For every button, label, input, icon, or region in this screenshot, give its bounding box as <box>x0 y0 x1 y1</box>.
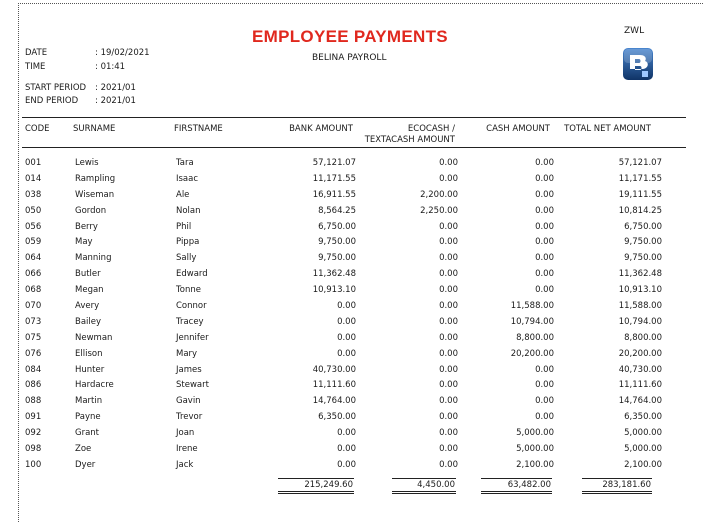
cell-surname: Zoe <box>75 443 92 454</box>
col-header-firstname: FIRSTNAME <box>174 124 223 134</box>
cell-code: 075 <box>25 332 42 343</box>
cell-total-net-amount: 8,800.00 <box>624 332 662 343</box>
cell-ecocash-amount: 2,250.00 <box>420 205 458 216</box>
cell-surname: Berry <box>75 221 98 232</box>
table-row <box>22 282 662 298</box>
cell-cash-amount: 10,794.00 <box>510 316 554 327</box>
col-header-code: CODE <box>25 124 50 134</box>
cell-cash-amount: 0.00 <box>535 221 554 232</box>
col-header-cash: CASH AMOUNT <box>486 124 550 134</box>
table-row <box>22 330 662 346</box>
cell-ecocash-amount: 0.00 <box>439 348 458 359</box>
cell-surname: Hardacre <box>75 380 114 391</box>
cell-bank-amount: 16,911.55 <box>312 189 356 200</box>
start-period-label: START PERIOD <box>25 83 87 93</box>
table-row <box>22 362 662 378</box>
cell-code: 050 <box>25 205 42 216</box>
cell-total-net-amount: 9,750.00 <box>624 253 662 264</box>
table-row <box>22 409 662 425</box>
cell-surname: Gordon <box>75 205 107 216</box>
cell-surname: Megan <box>75 285 104 296</box>
cell-code: 070 <box>25 300 42 311</box>
time-label: TIME <box>25 62 46 72</box>
table-row <box>22 203 662 219</box>
cell-code: 076 <box>25 348 42 359</box>
cell-ecocash-amount: 0.00 <box>439 459 458 470</box>
col-header-ecocash-line2: TEXTACASH AMOUNT <box>364 135 455 145</box>
cell-firstname: Tara <box>176 157 194 168</box>
cell-code: 056 <box>25 221 42 232</box>
meta-date <box>25 48 150 58</box>
cell-ecocash-amount: 0.00 <box>439 412 458 423</box>
cell-cash-amount: 20,200.00 <box>510 348 554 359</box>
cell-surname: Rampling <box>75 173 116 184</box>
report-subtitle: BELINA PAYROLL <box>312 53 387 63</box>
cell-ecocash-amount: 0.00 <box>439 332 458 343</box>
cell-surname: Ellison <box>75 348 103 359</box>
meta-start-period <box>25 83 136 93</box>
table-row <box>22 346 662 362</box>
cell-total-net-amount: 5,000.00 <box>624 428 662 439</box>
table-row <box>22 219 662 235</box>
payments-table <box>22 155 662 473</box>
meta-time <box>25 62 125 72</box>
header-rule-bottom <box>22 147 686 148</box>
col-header-surname: SURNAME <box>73 124 116 134</box>
cell-ecocash-amount: 0.00 <box>439 316 458 327</box>
cell-firstname: Joan <box>176 428 195 439</box>
cell-cash-amount: 8,800.00 <box>516 332 554 343</box>
cell-firstname: Isaac <box>176 173 199 184</box>
cell-firstname: Jennifer <box>176 332 209 343</box>
cell-bank-amount: 40,730.00 <box>312 364 356 375</box>
cell-cash-amount: 0.00 <box>535 253 554 264</box>
table-row <box>22 441 662 457</box>
cell-cash-amount: 0.00 <box>535 189 554 200</box>
cell-cash-amount: 0.00 <box>535 173 554 184</box>
cell-surname: Grant <box>75 428 100 439</box>
cell-surname: Dyer <box>75 459 96 470</box>
cell-code: 088 <box>25 396 42 407</box>
cell-total-net-amount: 11,362.48 <box>618 269 662 280</box>
cell-total-net-amount: 11,588.00 <box>618 300 662 311</box>
cell-code: 073 <box>25 316 42 327</box>
cell-ecocash-amount: 0.00 <box>439 269 458 280</box>
currency-label: ZWL <box>624 26 645 36</box>
cell-cash-amount: 5,000.00 <box>516 428 554 439</box>
cell-ecocash-amount: 0.00 <box>439 157 458 168</box>
cell-ecocash-amount: 0.00 <box>439 253 458 264</box>
total-ecocash: 4,450.00 <box>392 478 456 494</box>
cell-ecocash-amount: 0.00 <box>439 237 458 248</box>
cell-cash-amount: 0.00 <box>535 205 554 216</box>
cell-code: 064 <box>25 253 42 264</box>
cell-bank-amount: 11,171.55 <box>312 173 356 184</box>
cell-firstname: Tracey <box>176 316 204 327</box>
cell-ecocash-amount: 0.00 <box>439 221 458 232</box>
cell-firstname: Trevor <box>176 412 203 423</box>
cell-firstname: Mary <box>176 348 198 359</box>
cell-code: 084 <box>25 364 42 375</box>
date-label: DATE <box>25 48 48 58</box>
cell-total-net-amount: 9,750.00 <box>624 237 662 248</box>
cell-bank-amount: 0.00 <box>337 459 356 470</box>
cell-bank-amount: 6,750.00 <box>318 221 356 232</box>
cell-bank-amount: 6,350.00 <box>318 412 356 423</box>
cell-ecocash-amount: 0.00 <box>439 364 458 375</box>
cell-firstname: Pippa <box>176 237 200 248</box>
cell-cash-amount: 0.00 <box>535 157 554 168</box>
cell-surname: May <box>75 237 93 248</box>
cell-total-net-amount: 57,121.07 <box>618 157 662 168</box>
cell-firstname: Gavin <box>176 396 201 407</box>
cell-bank-amount: 10,913.10 <box>312 285 356 296</box>
cell-surname: Wiseman <box>75 189 115 200</box>
cell-code: 059 <box>25 237 42 248</box>
cell-firstname: Jack <box>176 459 194 470</box>
cell-surname: Newman <box>75 332 113 343</box>
cell-bank-amount: 8,564.25 <box>318 205 356 216</box>
end-period-value: : 2021/01 <box>95 96 136 106</box>
cell-total-net-amount: 6,350.00 <box>624 412 662 423</box>
cell-bank-amount: 0.00 <box>337 443 356 454</box>
report-title: EMPLOYEE PAYMENTS <box>252 27 448 46</box>
cell-ecocash-amount: 0.00 <box>439 428 458 439</box>
cell-surname: Lewis <box>75 157 99 168</box>
cell-bank-amount: 9,750.00 <box>318 237 356 248</box>
cell-code: 066 <box>25 269 42 280</box>
cell-surname: Hunter <box>75 364 105 375</box>
cell-bank-amount: 11,111.60 <box>312 380 356 391</box>
cell-surname: Payne <box>75 412 101 423</box>
cell-firstname: Ale <box>176 189 190 200</box>
table-row <box>22 425 662 441</box>
table-row <box>22 187 662 203</box>
cell-total-net-amount: 20,200.00 <box>618 348 662 359</box>
cell-total-net-amount: 11,171.55 <box>618 173 662 184</box>
table-row <box>22 266 662 282</box>
date-value: : 19/02/2021 <box>95 48 150 58</box>
cell-bank-amount: 9,750.00 <box>318 253 356 264</box>
cell-bank-amount: 0.00 <box>337 300 356 311</box>
cell-code: 001 <box>25 157 42 168</box>
cell-firstname: Irene <box>176 443 198 454</box>
cell-total-net-amount: 11,111.60 <box>618 380 662 391</box>
cell-firstname: Edward <box>176 269 208 280</box>
table-row <box>22 234 662 250</box>
cell-bank-amount: 14,764.00 <box>312 396 356 407</box>
cell-bank-amount: 57,121.07 <box>312 157 356 168</box>
cell-code: 092 <box>25 428 42 439</box>
cell-cash-amount: 2,100.00 <box>516 459 554 470</box>
cell-firstname: Tonne <box>176 285 201 296</box>
cell-cash-amount: 0.00 <box>535 412 554 423</box>
table-row <box>22 250 662 266</box>
cell-ecocash-amount: 0.00 <box>439 173 458 184</box>
cell-total-net-amount: 10,794.00 <box>618 316 662 327</box>
cell-ecocash-amount: 0.00 <box>439 396 458 407</box>
total-bank: 215,249.60 <box>278 478 354 494</box>
cell-ecocash-amount: 0.00 <box>439 285 458 296</box>
cell-cash-amount: 0.00 <box>535 269 554 280</box>
table-row <box>22 393 662 409</box>
cell-bank-amount: 0.00 <box>337 332 356 343</box>
cell-surname: Martin <box>75 396 103 407</box>
cell-firstname: Nolan <box>176 205 201 216</box>
cell-total-net-amount: 19,111.55 <box>618 189 662 200</box>
table-row <box>22 155 662 171</box>
table-row <box>22 171 662 187</box>
cell-code: 091 <box>25 412 42 423</box>
cell-cash-amount: 0.00 <box>535 285 554 296</box>
cell-cash-amount: 0.00 <box>535 237 554 248</box>
cell-cash-amount: 0.00 <box>535 396 554 407</box>
table-row <box>22 457 662 473</box>
cell-surname: Bailey <box>75 316 102 327</box>
cell-ecocash-amount: 0.00 <box>439 300 458 311</box>
cell-cash-amount: 11,588.00 <box>510 300 554 311</box>
cell-surname: Manning <box>75 253 112 264</box>
cell-cash-amount: 0.00 <box>535 380 554 391</box>
page-border-top <box>18 3 703 4</box>
col-header-ecocash <box>355 124 455 146</box>
cell-cash-amount: 5,000.00 <box>516 443 554 454</box>
cell-bank-amount: 11,362.48 <box>312 269 356 280</box>
cell-code: 014 <box>25 173 42 184</box>
cell-bank-amount: 0.00 <box>337 348 356 359</box>
cell-ecocash-amount: 0.00 <box>439 443 458 454</box>
cell-total-net-amount: 40,730.00 <box>618 364 662 375</box>
cell-total-net-amount: 5,000.00 <box>624 443 662 454</box>
cell-code: 100 <box>25 459 42 470</box>
cell-total-net-amount: 14,764.00 <box>618 396 662 407</box>
cell-code: 098 <box>25 443 42 454</box>
cell-ecocash-amount: 0.00 <box>439 380 458 391</box>
belina-logo-icon <box>622 47 654 81</box>
page-border-left <box>18 3 19 522</box>
cell-total-net-amount: 6,750.00 <box>624 221 662 232</box>
cell-firstname: James <box>176 364 202 375</box>
total-cash: 63,482.00 <box>481 478 552 494</box>
total-net: 283,181.60 <box>582 478 652 494</box>
cell-bank-amount: 0.00 <box>337 316 356 327</box>
col-header-total: TOTAL NET AMOUNT <box>564 124 651 134</box>
cell-surname: Avery <box>75 300 100 311</box>
col-header-ecocash-line1: ECOCASH / <box>407 124 455 134</box>
table-row <box>22 298 662 314</box>
cell-code: 038 <box>25 189 42 200</box>
cell-cash-amount: 0.00 <box>535 364 554 375</box>
table-row <box>22 314 662 330</box>
cell-total-net-amount: 2,100.00 <box>624 459 662 470</box>
cell-firstname: Connor <box>176 300 207 311</box>
cell-bank-amount: 0.00 <box>337 428 356 439</box>
cell-firstname: Sally <box>176 253 197 264</box>
end-period-label: END PERIOD <box>25 96 79 106</box>
cell-code: 086 <box>25 380 42 391</box>
cell-surname: Butler <box>75 269 101 280</box>
cell-total-net-amount: 10,913.10 <box>618 285 662 296</box>
cell-firstname: Phil <box>176 221 192 232</box>
col-header-bank: BANK AMOUNT <box>289 124 353 134</box>
start-period-value: : 2021/01 <box>95 83 136 93</box>
payments-table-body <box>22 155 662 473</box>
cell-firstname: Stewart <box>176 380 209 391</box>
table-row <box>22 377 662 393</box>
header-rule-top <box>22 117 686 118</box>
cell-total-net-amount: 10,814.25 <box>618 205 662 216</box>
meta-end-period <box>25 96 136 106</box>
cell-ecocash-amount: 2,200.00 <box>420 189 458 200</box>
cell-code: 068 <box>25 285 42 296</box>
time-value: : 01:41 <box>95 62 126 72</box>
